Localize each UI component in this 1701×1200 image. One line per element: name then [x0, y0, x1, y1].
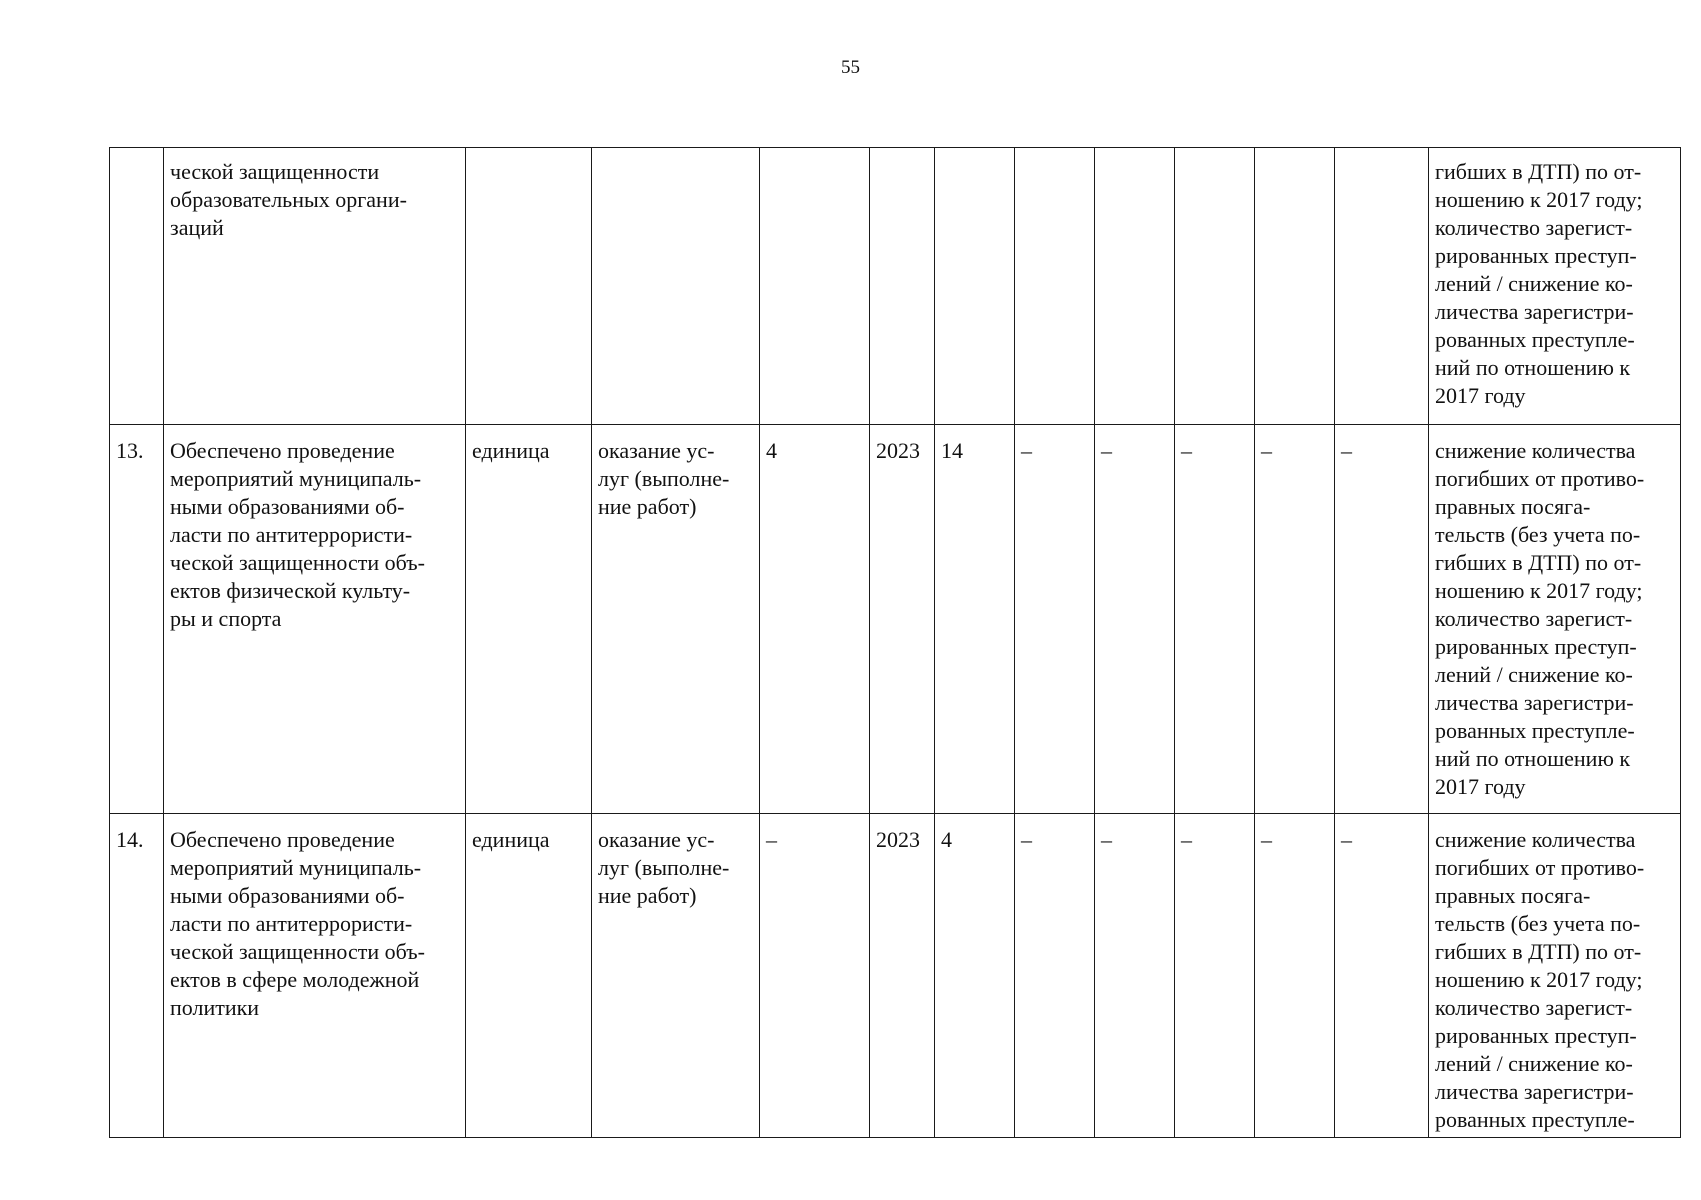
row-value-4: [1175, 148, 1255, 425]
row-value-5: –: [1255, 814, 1335, 1138]
row-value-1: 4: [935, 814, 1015, 1138]
row-value-3: –: [1095, 814, 1175, 1138]
row-value-2: –: [1015, 425, 1095, 814]
row-description: Обеспечено проведение мероприятий муниципаль- ными образованиями об- ласти по антитеррористи- ческой защищенности объ- ектов физической культу- ры и спорта: [164, 425, 466, 814]
row-type: [592, 148, 760, 425]
row-result: снижение количества погибших от противо- правных посяга- тельств (без учета по- гибших в ДТП) по от- ношению к 2017 году; количество зарегист- рированных преступ- лений / снижение ко- личества зарегистри- рованных преступле- ний по отношению к 2017 году: [1429, 425, 1681, 814]
row-result: снижение количества погибших от противо- правных посяга- тельств (без учета по- гибших в ДТП) по от- ношению к 2017 году; количество зарегист- рированных преступ- лений / снижение ко- личества зарегистри- рованных преступле-: [1429, 814, 1681, 1138]
row-value-4: –: [1175, 425, 1255, 814]
row-base-value: –: [760, 814, 870, 1138]
row-description: Обеспечено проведение мероприятий муниципаль- ными образованиями об- ласти по антитеррористи- ческой защищенности объ- ектов в сфере молодежной политики: [164, 814, 466, 1138]
table-row: [110, 814, 1681, 1138]
row-value-3: –: [1095, 425, 1175, 814]
row-value-5: –: [1255, 425, 1335, 814]
row-value-6: [1335, 148, 1429, 425]
row-year: [870, 148, 935, 425]
page-number: 55: [841, 57, 860, 78]
row-number: 13.: [110, 425, 164, 814]
row-type: оказание ус- луг (выполне- ние работ): [592, 425, 760, 814]
row-value-6: –: [1335, 425, 1429, 814]
row-value-5: [1255, 148, 1335, 425]
row-type: оказание ус- луг (выполне- ние работ): [592, 814, 760, 1138]
row-description: ческой защищенности образовательных органи- заций: [164, 148, 466, 425]
table-row: [110, 425, 1681, 814]
table-row: [110, 148, 1681, 425]
row-number: [110, 148, 164, 425]
row-base-value: [760, 148, 870, 425]
row-value-6: –: [1335, 814, 1429, 1138]
row-base-value: 4: [760, 425, 870, 814]
row-result: гибших в ДТП) по от- ношению к 2017 году; количество зарегист- рированных преступ- лений / снижение ко- личества зарегистри- рованных преступле- ний по отношению к 2017 году: [1429, 148, 1681, 425]
row-unit: единица: [466, 814, 592, 1138]
row-year: 2023: [870, 814, 935, 1138]
row-value-4: –: [1175, 814, 1255, 1138]
row-value-1: [935, 148, 1015, 425]
row-value-2: [1015, 148, 1095, 425]
row-value-1: 14: [935, 425, 1015, 814]
results-table: [109, 147, 1681, 1138]
row-value-3: [1095, 148, 1175, 425]
row-year: 2023: [870, 425, 935, 814]
row-unit: единица: [466, 425, 592, 814]
row-number: 14.: [110, 814, 164, 1138]
row-value-2: –: [1015, 814, 1095, 1138]
row-unit: [466, 148, 592, 425]
